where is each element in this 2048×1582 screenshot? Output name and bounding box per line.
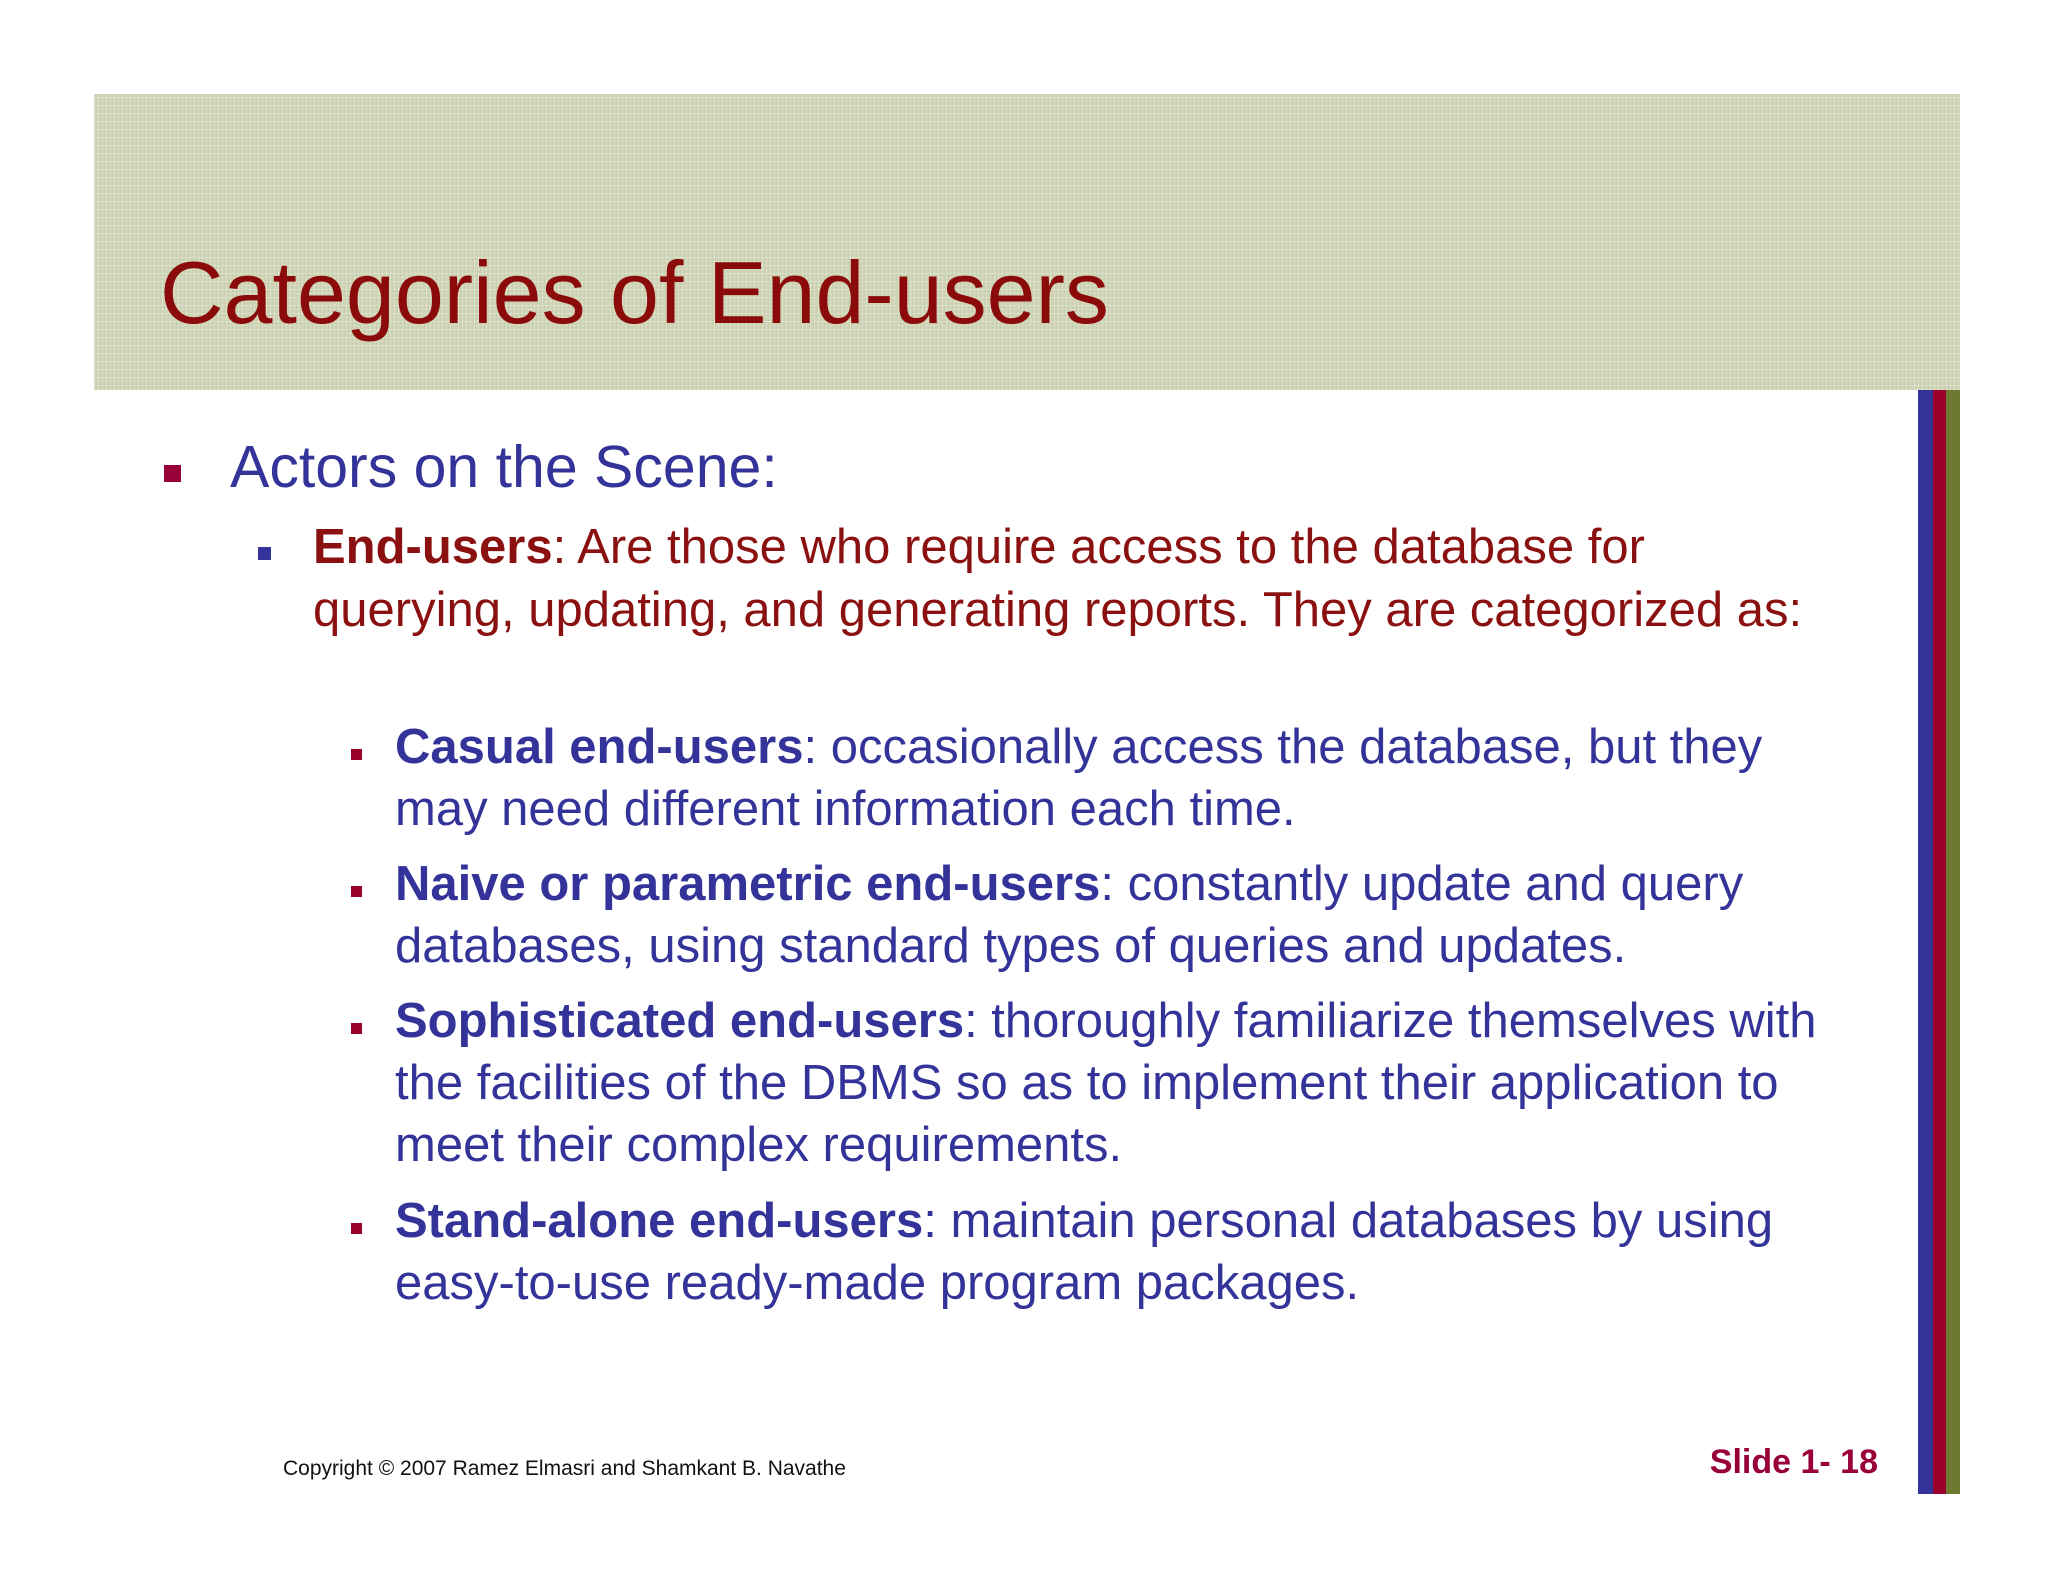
bullet-level2-end-users — [313, 516, 1843, 642]
term-stand-alone: Stand-alone end-users — [395, 1194, 924, 1248]
square-bullet-icon — [351, 1223, 362, 1234]
square-bullet-icon — [351, 1023, 362, 1034]
square-bullet-icon — [351, 886, 362, 897]
side-bar-blue — [1918, 390, 1933, 1494]
definition-stand-alone: : maintain personal databases by using easy-to-use ready-made program packages. — [395, 1194, 1774, 1310]
term-casual: Casual end-users — [395, 720, 804, 774]
square-bullet-icon — [164, 465, 181, 482]
side-bar-olive — [1946, 390, 1960, 1494]
term-naive: Naive or parametric end-users — [395, 857, 1101, 911]
bullet-level1: Actors on the Scene: — [230, 434, 778, 500]
bullet-naive-end-users — [395, 853, 1835, 977]
definition-end-users: : Are those who require access to the database for querying, updating, and generating reports. They are categorized as: — [313, 520, 1803, 637]
slide-number: Slide 1- 18 — [1709, 1443, 1878, 1481]
slide-title: Categories of End-users — [160, 243, 1109, 342]
bullet-casual-end-users — [395, 716, 1835, 840]
term-sophisticated: Sophisticated end-users — [395, 994, 965, 1048]
term-end-users: End-users — [313, 520, 553, 574]
decorative-side-bars — [1918, 390, 1960, 1494]
side-bar-red — [1933, 390, 1946, 1494]
footer-copyright: Copyright © 2007 Ramez Elmasri and Shamkant B. Navathe — [283, 1457, 846, 1480]
definition-naive: : constantly update and query databases, using standard types of queries and updates. — [395, 857, 1744, 973]
bullet-sophisticated-end-users — [395, 990, 1835, 1176]
square-bullet-icon — [258, 547, 271, 560]
definition-sophisticated: : thoroughly familiarize themselves with the facilities of the DBMS so as to implement their application to meet their complex requirements. — [395, 994, 1817, 1172]
bullet-stand-alone-end-users — [395, 1190, 1835, 1314]
square-bullet-icon — [351, 749, 362, 760]
definition-casual: : occasionally access the database, but they may need different information each time. — [395, 720, 1763, 836]
